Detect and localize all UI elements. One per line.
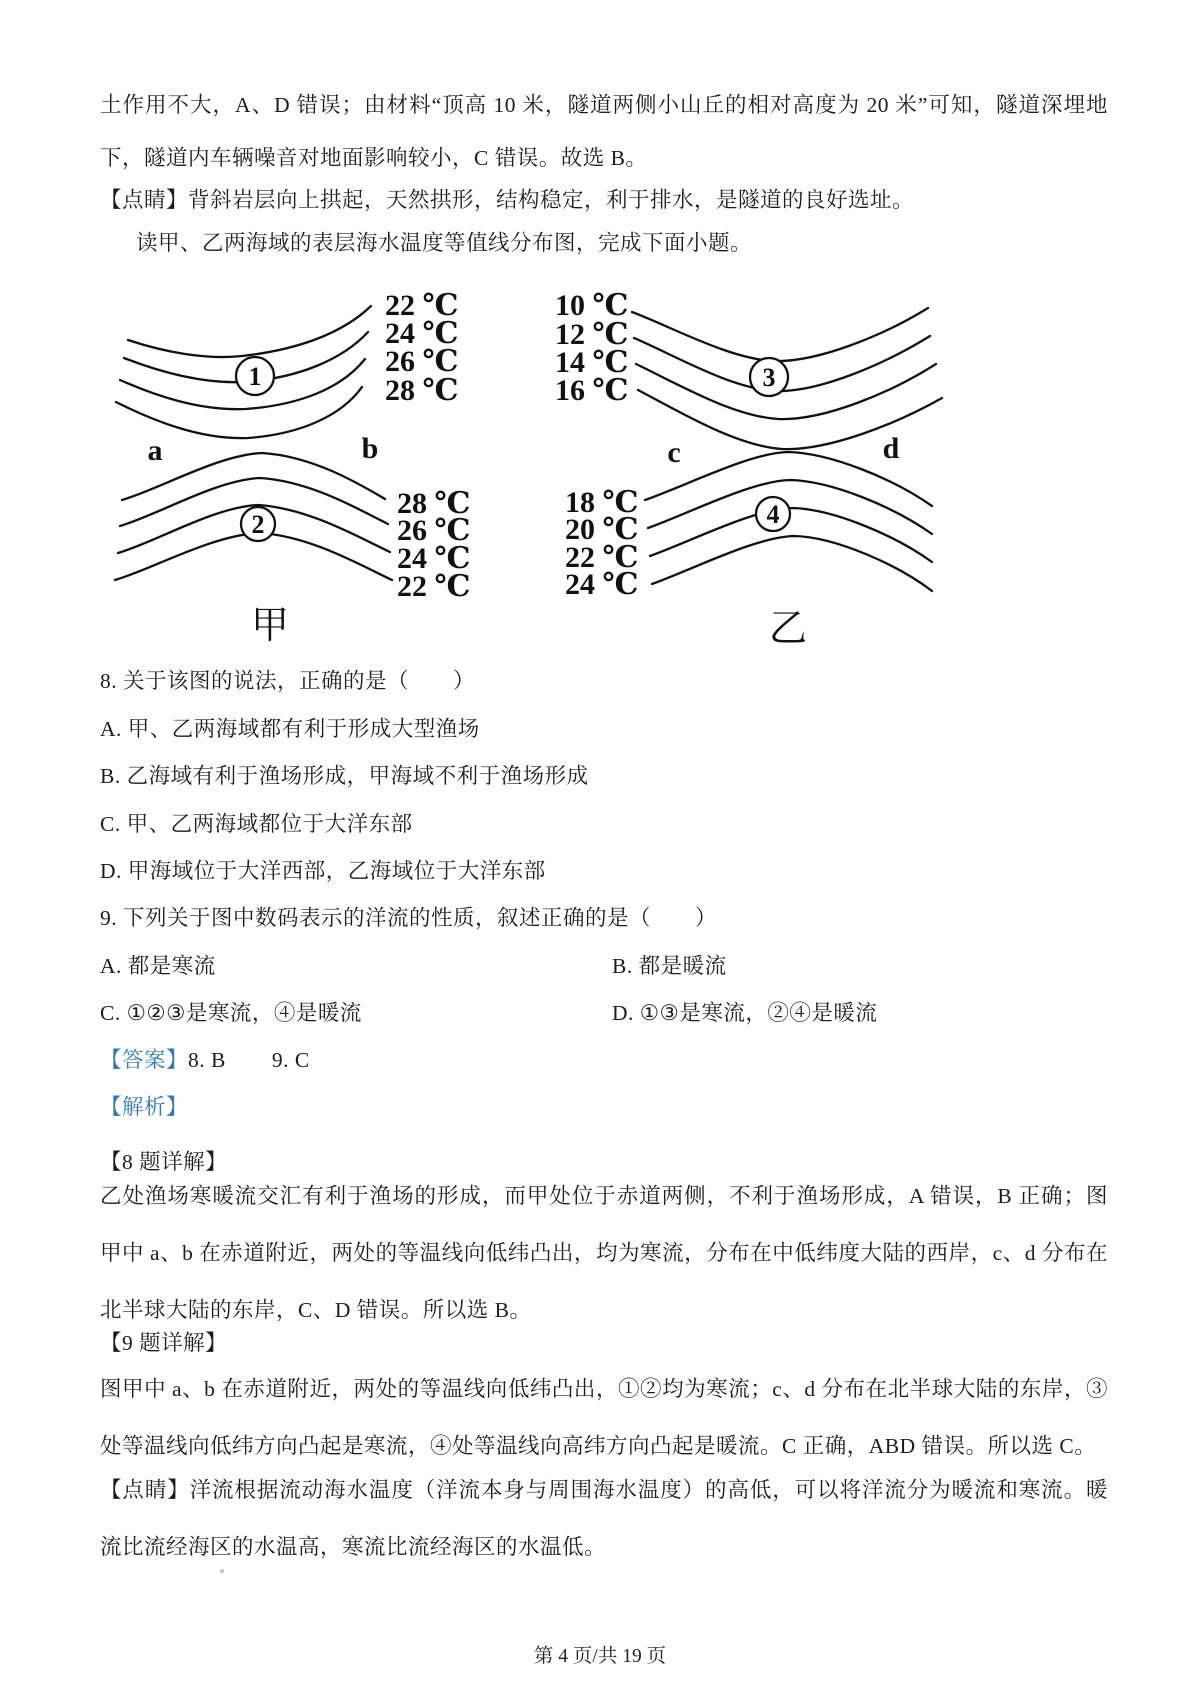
solution-paragraph-prev: 土作用不大，A、D 错误；由材料“顶高 10 米，隧道两侧小山丘的相对高度为 20 米”可知，隧道深埋地下，隧道内车辆噪音对地面影响较小，C 错误。故选 B。 bbox=[100, 93, 1108, 170]
jia-upper-curve-28c bbox=[116, 387, 362, 438]
page-number-footer: 第 4 页/共 19 页 bbox=[533, 1646, 667, 1667]
isotherm-diagram bbox=[100, 262, 1100, 654]
question-8-stem: 8. 关于该图的说法，正确的是（ ） bbox=[100, 669, 476, 693]
yi-upper-label-12c: 12 ℃ bbox=[555, 318, 629, 351]
jia-upper-curve-22c bbox=[128, 306, 371, 357]
scan-artifact-dot bbox=[220, 1569, 224, 1573]
question-8-option-a: A. 甲、乙两海域都有利于形成大型渔场 bbox=[100, 717, 480, 741]
point-b-label: b bbox=[361, 432, 379, 465]
question-9-option-b: B. 都是暖流 bbox=[612, 954, 727, 978]
yi-lower-label-20c: 20 ℃ bbox=[565, 513, 639, 546]
tip-label-prev: 【点睛】 bbox=[100, 188, 189, 212]
question-8-option-c: C. 甲、乙两海域都位于大洋东部 bbox=[100, 812, 413, 836]
jia-lower-label-24c: 24 ℃ bbox=[397, 542, 471, 575]
point-c-label: c bbox=[667, 436, 681, 469]
tip-body-prev: 背斜岩层向上拱起，天然拱形，结构稳定，利于排水，是隧道的良好选址。 bbox=[188, 188, 915, 212]
yi-upper-label-10c: 10 ℃ bbox=[555, 289, 629, 322]
yi-lower-label-18c: 18 ℃ bbox=[565, 486, 639, 519]
question-9-option-a: A. 都是寒流 bbox=[100, 954, 216, 978]
yi-lower-curve-24c bbox=[652, 536, 932, 591]
current-marker-1 bbox=[236, 357, 274, 395]
yi-lower-label-24c: 24 ℃ bbox=[565, 568, 639, 601]
current-number-3: 3 bbox=[762, 363, 776, 392]
current-marker-3 bbox=[750, 358, 788, 396]
jia-upper-label-22c: 22 ℃ bbox=[385, 289, 459, 322]
answer-q9: 9. C bbox=[271, 1048, 310, 1072]
question-9-option-row-cd bbox=[100, 987, 1108, 1040]
tip-line-final bbox=[100, 1462, 1108, 1576]
yi-upper-curve-10c bbox=[632, 308, 928, 361]
jia-lower-label-22c: 22 ℃ bbox=[397, 570, 471, 603]
current-marker-2 bbox=[241, 507, 275, 541]
panel-yi-label: 乙 bbox=[768, 608, 808, 650]
jia-upper-label-24c: 24 ℃ bbox=[385, 317, 459, 350]
analysis-label: 【解析】 bbox=[100, 1095, 189, 1119]
current-marker-4 bbox=[756, 497, 790, 531]
jia-upper-label-28c: 28 ℃ bbox=[385, 374, 459, 407]
point-a-label: a bbox=[147, 434, 163, 467]
explain-9-heading: 【9 题详解】 bbox=[100, 1331, 228, 1355]
reading-intro-line: 读甲、乙两海域的表层海水温度等值线分布图，完成下面小题。 bbox=[136, 231, 753, 255]
explain-8-heading: 【8 题详解】 bbox=[100, 1150, 228, 1174]
jia-lower-label-26c: 26 ℃ bbox=[397, 514, 471, 547]
explain-8-body: 乙处渔场寒暖流交汇有利于渔场的形成，而甲处位于赤道两侧，不利于渔场形成，A 错误，B 正确；图甲中 a、b 在赤道附近，两处的等温线向低纬凸出，均为寒流，分布在中低纬度大陆的西岸，c、d 分布在北半球大陆的东岸，C、D 错误。所以选 B。 bbox=[100, 1184, 1108, 1322]
jia-upper-label-26c: 26 ℃ bbox=[385, 345, 459, 378]
panel-jia-label: 甲 bbox=[250, 605, 290, 647]
current-number-1: 1 bbox=[248, 362, 262, 391]
explain-9-body: 图甲中 a、b 在赤道附近，两处的等温线向低纬凸出，①②均为寒流；c、d 分布在北半球大陆的东岸，③处等温线向低纬方向凸起是寒流，④处等温线向高纬方向凸起是暖流。C 正确，ABD 错误。所以选 C。 bbox=[100, 1377, 1108, 1458]
question-8-option-b: B. 乙海域有利于渔场形成，甲海域不利于渔场形成 bbox=[100, 764, 589, 788]
yi-upper-label-16c: 16 ℃ bbox=[555, 374, 629, 407]
question-9-option-c: C. ①②③是寒流，④是暖流 bbox=[100, 1001, 362, 1025]
question-8-option-d: D. 甲海域位于大洋西部，乙海域位于大洋东部 bbox=[100, 859, 546, 883]
jia-lower-label-28c: 28 ℃ bbox=[397, 487, 471, 520]
question-9-option-d: D. ①③是寒流，②④是暖流 bbox=[612, 1001, 878, 1025]
yi-lower-label-22c: 22 ℃ bbox=[565, 541, 639, 574]
current-number-2: 2 bbox=[251, 510, 265, 539]
question-9-stem: 9. 下列关于图中数码表示的洋流的性质，叙述正确的是（ ） bbox=[100, 906, 718, 930]
tip-label-final: 【点睛】 bbox=[100, 1478, 190, 1502]
answer-q8: 8. B bbox=[188, 1048, 226, 1072]
current-number-4: 4 bbox=[766, 500, 780, 529]
answer-label: 【答案】 bbox=[100, 1048, 189, 1072]
yi-upper-label-14c: 14 ℃ bbox=[555, 346, 629, 379]
question-9-option-row-ab bbox=[100, 940, 1108, 993]
point-d-label: d bbox=[882, 432, 900, 465]
tip-body-final: 洋流根据流动海水温度（洋流本身与周围海水温度）的高低，可以将洋流分为暖流和寒流。暖流比流经海区的水温高，寒流比流经海区的水温低。 bbox=[100, 1478, 1108, 1559]
answer-line bbox=[100, 1034, 1108, 1087]
